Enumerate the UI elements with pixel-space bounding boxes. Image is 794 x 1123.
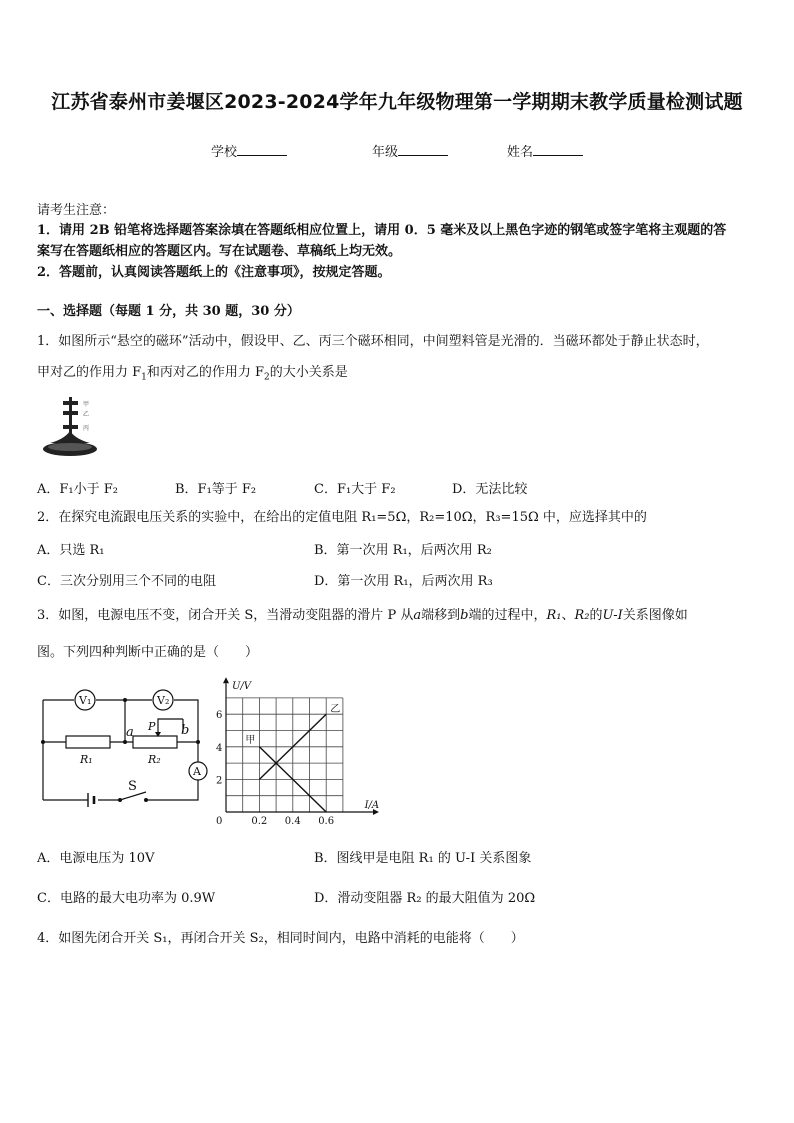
q2-option-a: A．只选 R₁ [37,543,105,558]
point-b-label: b [181,723,190,738]
q3-line-1: 3．如图，电源电压不变，闭合开关 S，当滑动变阻器的滑片 P 从a端移到b端的过程中，R₁、R₂的U-I关系图像如 [37,608,688,623]
point-a-label: a [126,725,134,740]
q1-line-2: 甲对乙的作用力 $F_1$和丙对乙的作用力 $F_2$的大小关系是 [37,365,348,383]
q3-option-a: A．电源电压为 10V [37,851,155,866]
y-axis-label: U/V [232,681,252,693]
q1-line-1: 1．如图所示“悬空的磁环”活动中，假设甲、乙、丙三个磁环相同，中间塑料管是光滑的．当磁环都处于静止状态时， [37,334,709,349]
series-label-yi: 乙 [330,704,341,716]
q4-stem: 4．如图先闭合开关 S₁，再闭合开关 S₂，相同时间内，电路中消耗的电能将（ ） [37,931,524,946]
q2-option-b: B．第一次用 R₁，后两次用 R₂ [314,543,492,558]
grade-label: 年级 [372,145,399,160]
notice-line-2: 2．答题前，认真阅读答题纸上的《注意事项》，按规定答题。 [37,265,391,280]
q2-option-c: C．三次分别用三个不同的电阻 [37,574,216,589]
switch-label: S [128,779,137,794]
school-field [211,141,287,160]
q2-stem: 2．在探究电流跟电压关系的实验中，在给出的定值电阻 R₁=5Ω，R₂=10Ω，R₃=15Ω 中，应选择其中的 [37,510,647,525]
q1-option-a: A．F₁小于 F₂ [37,482,118,497]
grade-field [372,141,448,160]
q2-option-d: D．第一次用 R₁，后两次用 R₃ [314,574,493,589]
x-axis-label: I/A [364,800,380,811]
q1-option-d: D．无法比较 [452,482,528,497]
slider-p-label: P [148,720,156,733]
resistor-r1 [66,736,110,748]
name-blank [533,142,583,156]
label-jia: 甲 [83,401,90,408]
label-yi: 乙 [83,411,90,418]
q1-option-c: C．F₁大于 F₂ [314,482,396,497]
ammeter-label: A [193,765,201,778]
origin-label: 0 [216,816,223,826]
q1-option-b: B．F₁等于 F₂ [175,482,257,497]
x-tick-label: 0.4 [284,816,301,826]
q3-option-b: B．图线甲是电阻 R₁ 的 U-I 关系图象 [314,851,532,866]
y-tick-label: 6 [216,710,223,722]
section-heading: 一、选择题（每题 1 分，共 30 题，30 分） [37,304,300,319]
slider-wire [158,719,183,733]
y-axis-arrow [223,677,229,683]
y-tick-label: 2 [216,775,223,787]
circuit-diagram [38,682,216,810]
x-tick-label: 0.6 [318,816,335,826]
label-bing: 丙 [83,425,90,432]
school-label: 学校 [211,145,238,160]
ui-chart [212,676,387,826]
r1-label: R₁ [80,753,93,766]
q3-option-d: D．滑动变阻器 R₂ 的最大阻值为 20Ω [314,891,536,906]
page-title: 江苏省泰州市姜堰区2023-2024学年九年级物理第一学期期末教学质量检测试题 [51,91,743,113]
magnetic-rings-figure [40,395,102,461]
series-label-jia: 甲 [245,734,256,746]
ring-bing [63,425,78,429]
school-blank [237,142,287,156]
q3-option-c: C．电路的最大电功率为 0.9W [37,891,216,906]
y-tick-label: 4 [216,742,223,754]
notice-line-1b: 案写在答题纸相应的答题区内。写在试题卷、草稿纸上均无效。 [37,244,402,259]
v2-label: V₂ [157,694,170,707]
x-tick-label: 0.2 [251,816,268,826]
r2-label: R₂ [148,753,161,766]
q3-line-2: 图。下列四种判断中正确的是（ ） [37,645,259,660]
notice-line-1a: 1．请用 2B 铅笔将选择题答案涂填在答题纸相应位置上，请用 0．5 毫米及以上黑色字迹的钢笔或签字笔将主观题的答 [37,223,727,238]
ring-jia [63,401,78,405]
name-label: 姓名 [507,145,534,160]
resistor-r2 [133,736,177,748]
ring-yi [63,411,78,415]
grade-blank [398,142,448,156]
name-field [507,141,583,160]
v1-label: V₁ [79,694,92,707]
notice-heading: 请考生注意： [37,203,116,218]
